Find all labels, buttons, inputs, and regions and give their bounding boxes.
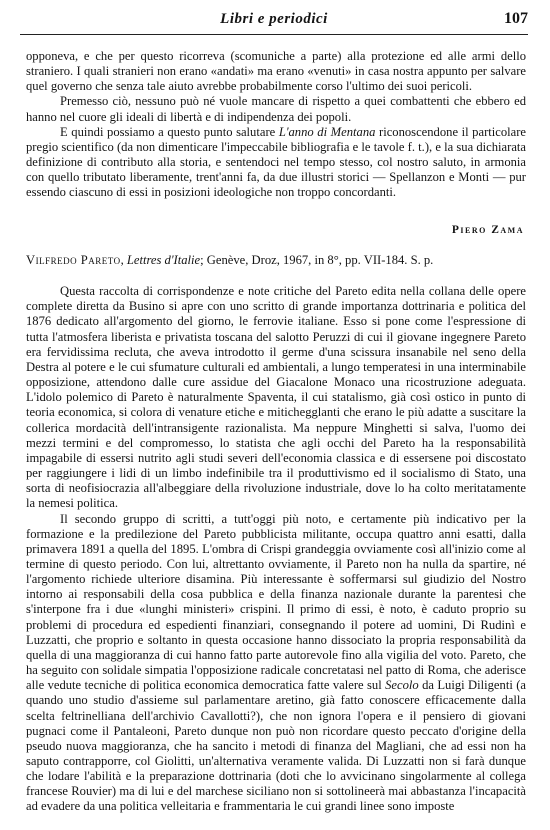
- review-pareto: [26, 253, 526, 815]
- text-run: E quindi possiamo a questo punto salutare: [60, 124, 279, 139]
- journal-title: Secolo: [385, 678, 419, 693]
- review-mentana: [26, 49, 526, 201]
- paragraph: [26, 125, 526, 201]
- text-run: da Luigi Diligenti (a quando uno studio d'assieme sul parlamentare aretino, già fatto conoscere efficacemente dalla scelta feltrinelliana dell'archivio Cavallotti?), che non ignora l'opera e il pensiero di giovani pugnaci come il Pantaleoni, Pareto dunque non può non ricordare questo peccato d'origine della pseudo nuova maggioranza, che ha sancito i metodi di finanza del Magliani, che ad essi non ha saputo contrapporre, col Giolitti, un'alternativa veramente valida. Di Luzzatti non si farà dunque che lodare l'abilità e la preparazione dottrinaria (doti che lo avvicinano singolarmente al collega francese Rouvier) ma di lui e del marchese siciliano non si sottolineerà mai abbastanza l'incapacità ad evadere da una politica velleitaria e frammentaria le cui grandi linee sono imposte: [26, 678, 526, 814]
- paragraph: Questa raccolta di corrispondenze e note critiche del Pareto edita nella collana delle opere complete diretta da Busino si apre con uno scritto di grande importanza dottrinaria e politica del 1876 dedicato all'argomento del giorno, le ferrovie italiane. Esso si pone come l'espressione di tutta l'atmosfera liberista e privatista toscana del salotto Peruzzi di cui il giovane ingegnere Pareto era fervidissima recluta, che aveva introdotto il germe d'una scissura insanabile nel seno della Destra al potere e le cui sfumature culturali ed ambientali, a lungo temperatesi in una interminabile opposizione, attendono dalle cure assidue del Giacalone Monaco una ricostruzione adeguata. L'idolo polemico di Pareto è naturalmente Spaventa, il cui statalismo, già così ostico in punto di teoria economica, si colora di venature etiche e mitichegglanti che erano le più adatte a suscitare la collerica mordacità dell'intransigente razionalista. Ma neppure Minghetti si salva, l'uomo dei mezzi termini e del compromesso, lo statista che agli occhi del Pareto ha la responsabilità impagabile di essersi nutrito agli studi severi dell'economia classica e di essersene poi discostato per raggiungere i lidi di un limbo indefinibile tra il produttivismo ed il socialismo di Stato, una sorta di neofisiocrazia all'albeggiare della rivoluzione industriale, dove lo ha colto meritatamente la nemesi politica.: [26, 284, 526, 511]
- work-title: L'anno di Mentana: [278, 124, 376, 139]
- header-rule: [20, 34, 528, 35]
- citation: [26, 253, 526, 268]
- citation-author: Vilfredo Pareto: [26, 253, 121, 267]
- citation-separator: ,: [120, 253, 127, 267]
- citation-title: Lettres d'Italie: [126, 253, 201, 267]
- paragraph: Premesso ciò, nessuno può né vuole mancare di rispetto a quei combattenti che ebbero ed hanno nel cuore gli ideali di libertà e di indipendenza dei popoli.: [26, 94, 526, 124]
- text-run: Il secondo gruppo di scritti, a tutt'oggi più noto, e certamente più indicativo per la formazione e la predilezione del Pareto pubblicista militante, occupa quattro anni esatti, dalla primavera 1891 a quella del 1895. L'ombra di Crispi grandeggia ovviamente così all'inizio come al termine di questo periodo. Con lui, altrettanto ovviamente, il Pareto non ha nulla da spartire, né l'argomento richiede ulteriore disamina. Più interessante è soffermarsi sul giudizio del Nostro intorno ai responsabili della cosa pubblica e della finanza nazionale durante la parentesi che s'interpone fra i due «lunghi ministeri» crispini. Il primo di essi, è noto, è caduto proprio su problemi di procedura ed espedienti finanziari, consegnando il potere ad uomini, Di Rudinì e Luzzatti, che proprio e soltanto in questa occasione hanno dissociato la propria responsabilità da quella di una maggioranza di cui hanno fatto parte autorevole fino alla vigilia del voto. Pareto, che ha seguito con solidale simpatia l'opposizione radicale concretatasi nel patto di Roma, che aderisce alle vedute tecniche di politica economica democratica fatte valere sul: [26, 511, 526, 693]
- page-header: [20, 10, 528, 30]
- page-number: 107: [504, 10, 528, 27]
- running-title: Libri e periodici: [220, 11, 328, 27]
- citation-details: ; Genève, Droz, 1967, in 8°, pp. VII-184. S. p.: [200, 253, 434, 267]
- paragraph: [26, 512, 526, 815]
- text-run: riconoscendone il particolare pregio scientifico (da non dimenticare l'impeccabile bibliografia e le tavole f. t.), e la sua dichiarata definizione di contributo alla storia, e sentendoci nel tempo stesso, col nostro saluto, in armonia con quello tributato liberamente, trent'anni fa, da due illustri storici — Spellanzon e Monti — pur essendo ciascuno di essi in posizioni ideologiche non troppo concordanti.: [26, 124, 527, 200]
- reviewer-signature: Piero Zama: [451, 224, 524, 236]
- paragraph: opponeva, e che per questo ricorreva (scomuniche a parte) alla protezione ed alle armi dello straniero. I quali stranieri non erano «andati» ma erano «venuti» in casa nostra appunto per salvare quel governo che senza tale aiuto avrebbe probabilmente corso l'ultimo dei suoi pericoli.: [26, 49, 526, 94]
